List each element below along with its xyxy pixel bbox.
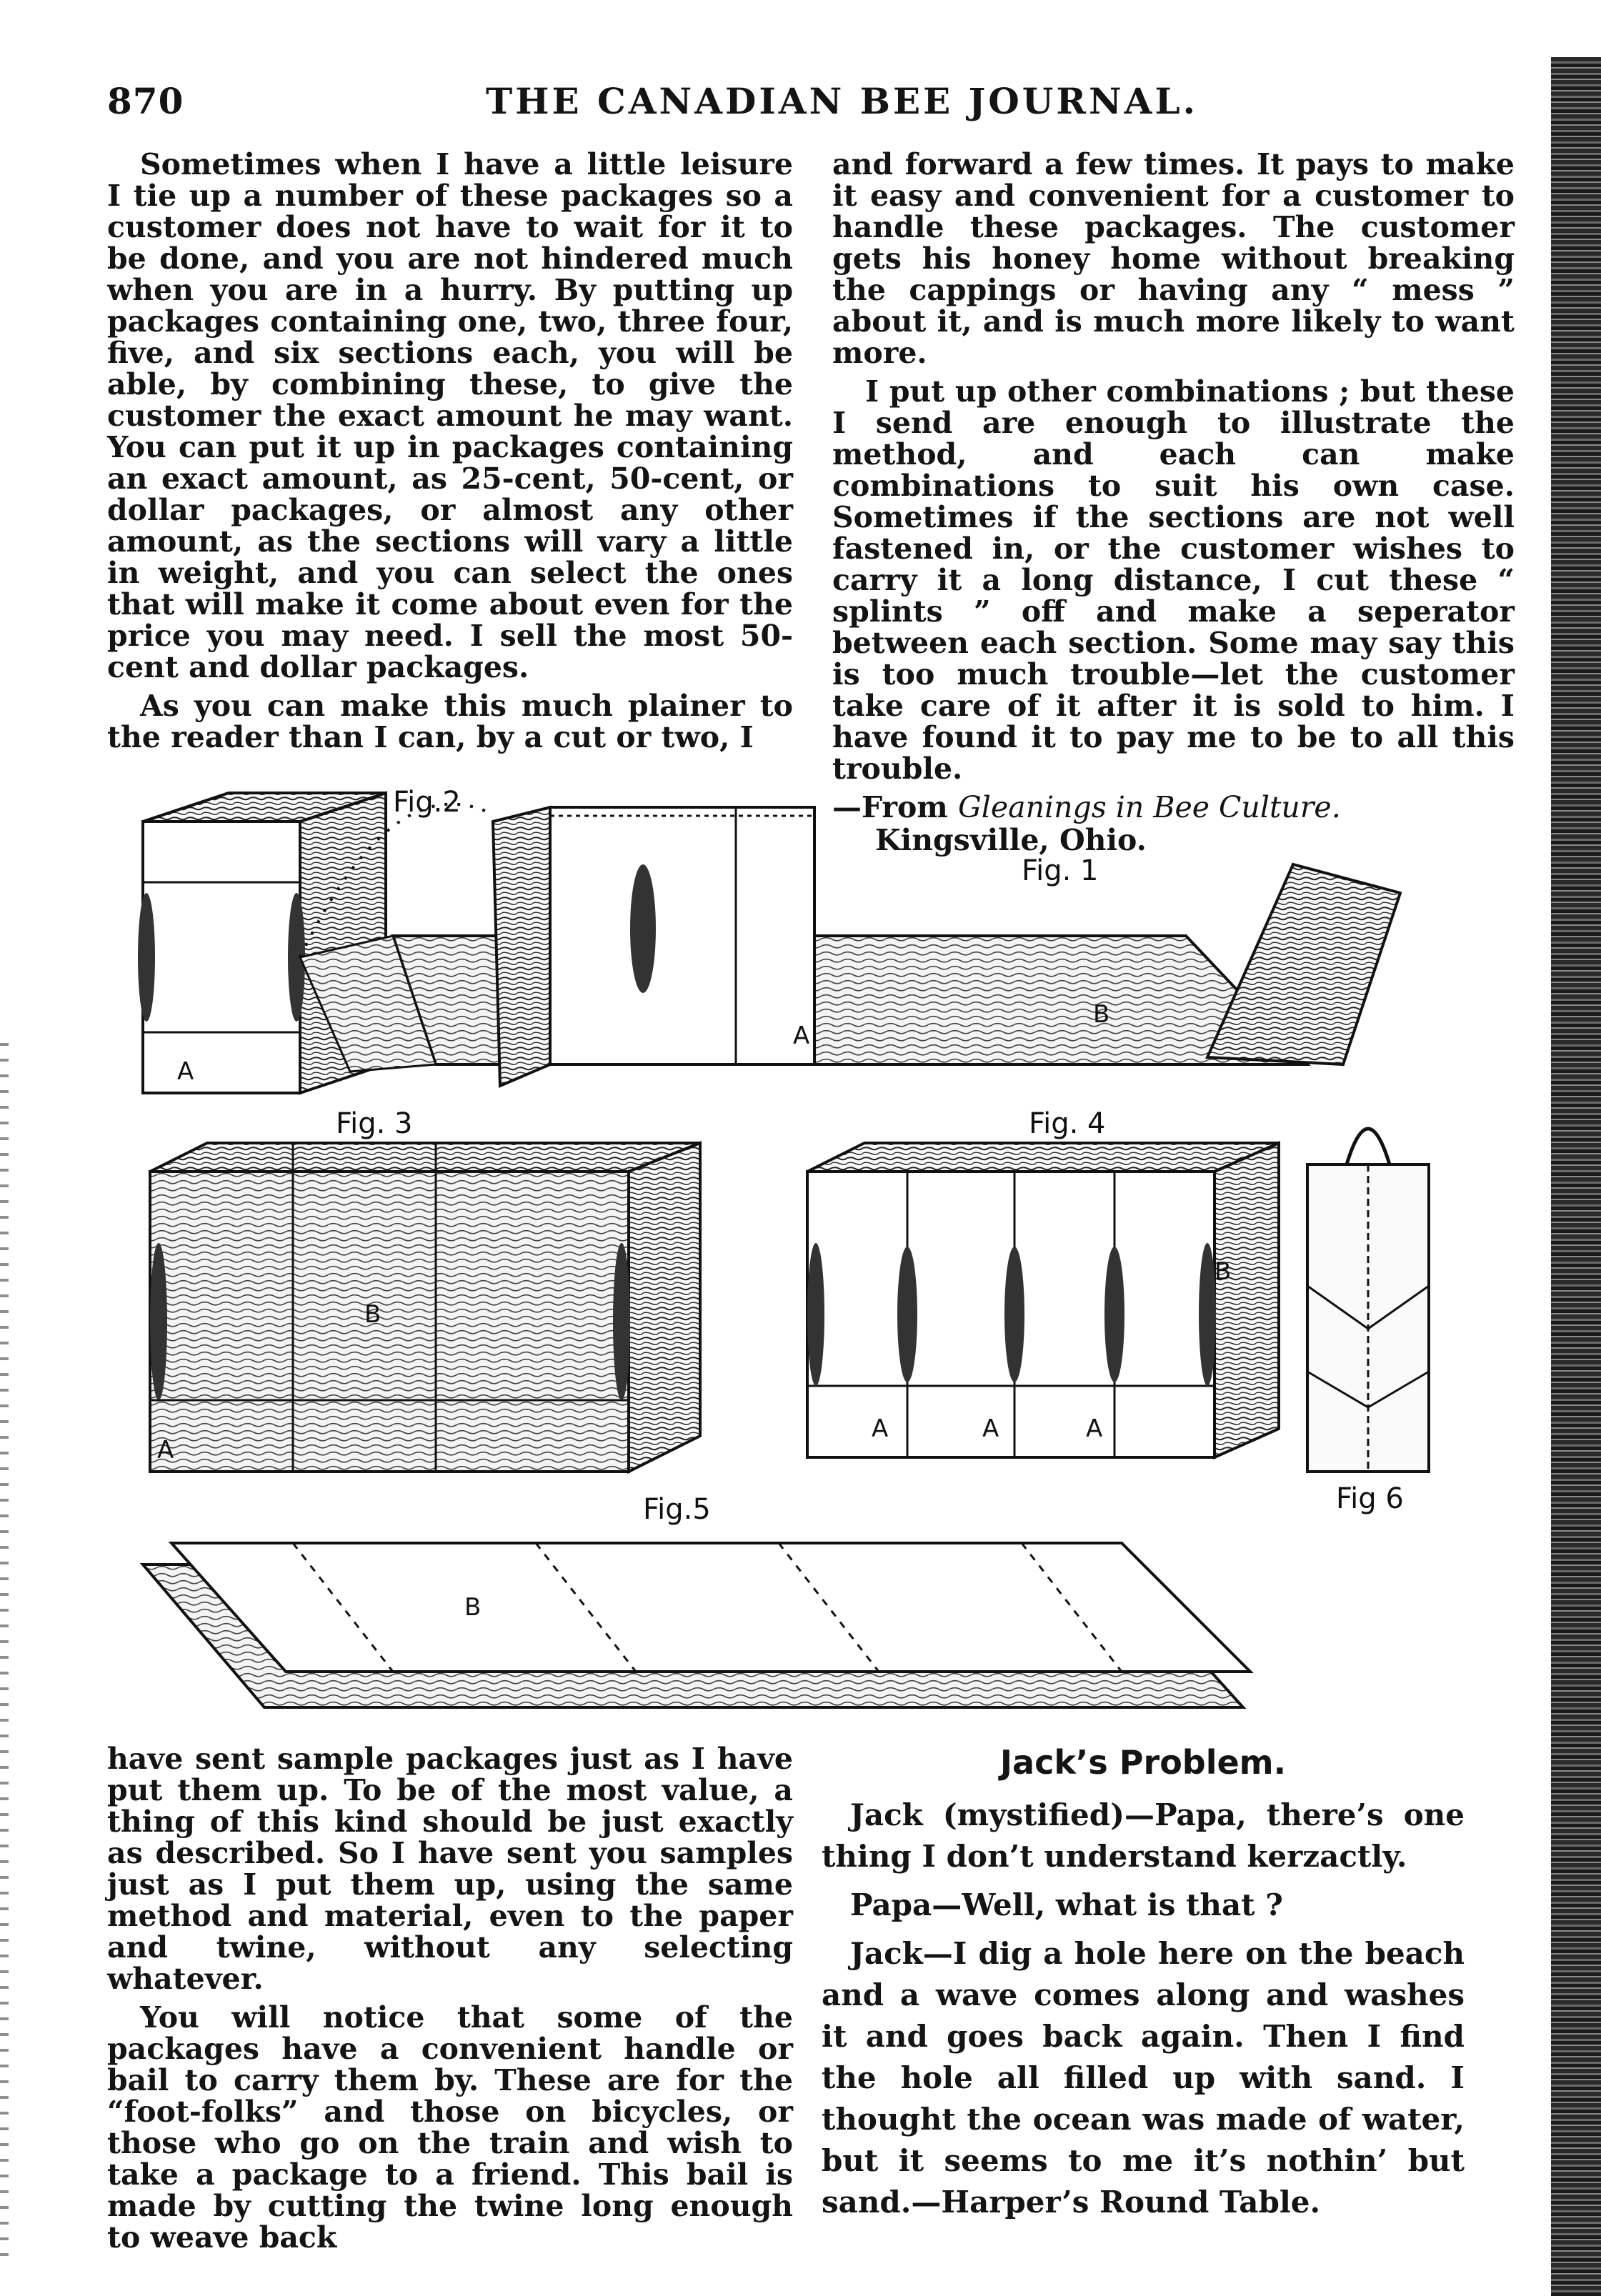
part-label-a: A: [793, 1022, 810, 1050]
part-label-a: A: [1086, 1414, 1103, 1443]
running-head: THE CANADIAN BEE JOURNAL.: [486, 80, 1199, 122]
sidebar-story: [822, 1743, 1465, 2230]
fig3-drawing: [150, 1143, 700, 1472]
fig1-label: Fig. 1: [1022, 854, 1099, 887]
fig6-label: Fig 6: [1336, 1482, 1404, 1515]
article-paragraph: Sometimes when I have a little leisure I tie up a number of these packages so a customer does not have to wait for it to be done, and you are not hindered much when you are in a hurry. By putting up packages containing one, two, three four, five, and six sections each, you will be able, by combining these, to give the customer the exact amount he may want. You can put it up in packages containing an exact amount, as 25-cent, 50-cent, or dollar packages, or almost any other amount, as the sections will vary a little in weight, and you can select the ones that will make it come about even for the price you may need. I sell the most 50-cent and dollar packages.: [107, 147, 793, 684]
story-paragraph: Papa—Well, what is that ?: [850, 1887, 1283, 1922]
article-column-top-left: [107, 149, 793, 760]
part-label-b: B: [1215, 1257, 1232, 1286]
part-label-a: A: [157, 1436, 174, 1464]
illustration-drawing: [93, 786, 1493, 1736]
credit-source: Gleanings in Bee Culture.: [958, 790, 1341, 824]
fig5-drawing: [143, 1543, 1250, 1707]
scan-left-specks: [0, 1043, 9, 2257]
story-paragraph: Jack—I dig a hole here on the beach and a wave comes along and washes it and goes back again. Then I find the hole all filled up with sand. I thought the ocean was made of water, but it seems to me it’s nothin’ but sand.—Harper’s Round Table.: [822, 1936, 1465, 2220]
fig5-label: Fig.5: [643, 1493, 711, 1526]
article-paragraph: You will notice that some of the packages have a convenient handle or bail to carry them by. These are for the “foot-folks” and those on bicycles, or those who go on the train and wish to take a package to a friend. This bail is made by cutting the twine long enough to weave back: [107, 2000, 793, 2255]
part-label-a: A: [872, 1414, 889, 1443]
package-illustrations: [93, 786, 1493, 1736]
article-paragraph: and forward a few times. It pays to make it easy and convenient for a customer to handle these packages. The customer gets his honey home without breaking the cappings or having any “ mess ” about it, and is much more likely to want more.: [832, 147, 1515, 370]
part-label-a: A: [982, 1414, 999, 1443]
dateline-place: Kingsville, Ohio.: [875, 823, 1147, 857]
story-paragraph: Jack (mystified)—Papa, there’s one thing I don’t understand kerzactly.: [822, 1797, 1465, 1874]
scan-edge-shadow: [1551, 57, 1601, 2296]
fig3-label: Fig. 3: [336, 1107, 413, 1140]
part-label-a: A: [177, 1057, 194, 1086]
article-paragraph: I put up other combinations ; but these I send are enough to illustrate the method, and each can make combinations to suit his own case. Sometimes if the sections are not well fastened in, or the customer wishes to carry it a long distance, I cut these “ splints ” off and make a seperator between each section. Some may say this is too much trouble—let the customer take care of it after it is sold to him. I have found it to pay me to be to all this trouble.: [832, 374, 1515, 786]
fig6-drawing: [1307, 1129, 1429, 1472]
fig4-drawing: [807, 1143, 1279, 1457]
story-heading: Jack’s Problem.: [999, 1743, 1287, 1782]
credit-prefix: —From: [832, 790, 958, 824]
part-label-b: B: [364, 1300, 381, 1329]
fig2-label: Fig.2: [393, 786, 461, 819]
article-paragraph: have sent sample packages just as I have put them up. To be of the most value, a thing of this kind should be just exactly as described. So I have sent you samples just as I put them up, using the same method and material, even to the paper and twine, without any selecting whatever.: [107, 1742, 793, 1996]
article-column-bottom-left: [107, 1743, 793, 2260]
fig4-label: Fig. 4: [1029, 1107, 1106, 1140]
part-label-b: B: [1093, 1000, 1110, 1029]
article-paragraph: As you can make this much plainer to the reader than I can, by a cut or two, I: [107, 689, 793, 754]
part-label-b: B: [464, 1593, 482, 1622]
article-column-top-right: [832, 149, 1515, 857]
fig1-drawing: [300, 804, 1400, 1086]
page-number: 870: [107, 80, 184, 122]
